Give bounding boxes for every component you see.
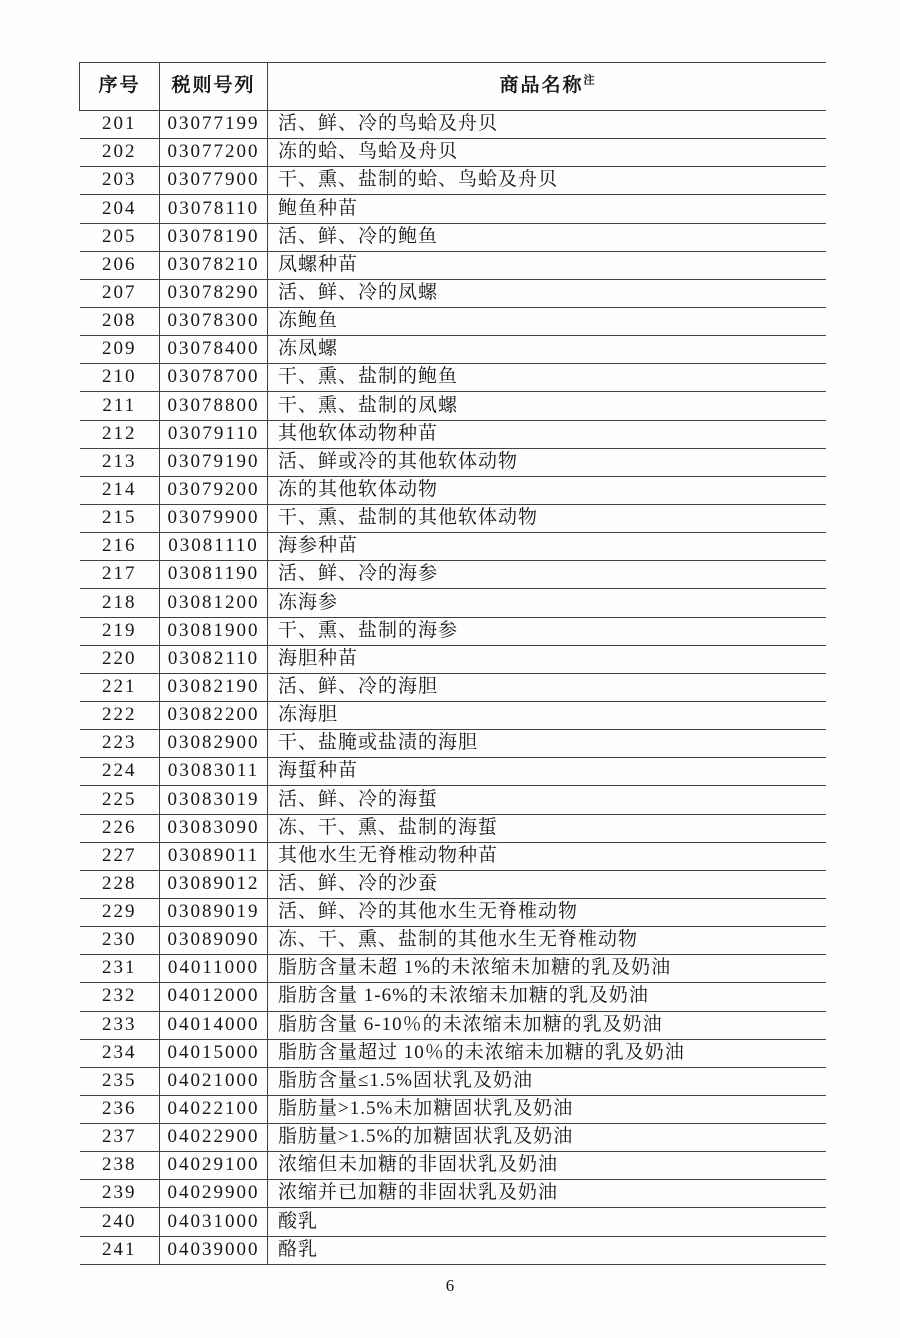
tariff-code-cell: 04031000 <box>160 1208 268 1236</box>
serial-number-cell: 241 <box>80 1236 160 1264</box>
product-name-cell: 浓缩但未加糖的非固状乳及奶油 <box>278 1154 559 1176</box>
serial-number-cell: 213 <box>80 448 160 476</box>
product-name-cell: 活、鲜、冷的沙蚕 <box>278 872 439 894</box>
table-row <box>80 1095 827 1123</box>
serial-number-cell: 225 <box>80 786 160 814</box>
product-name-cell: 浓缩并已加糖的非固状乳及奶油 <box>278 1182 559 1204</box>
product-name-cell: 海参种苗 <box>278 535 359 557</box>
product-name-cell: 活、鲜、冷的其他水生无脊椎动物 <box>278 901 579 923</box>
serial-number-cell: 208 <box>80 307 160 335</box>
tariff-code-cell: 03082200 <box>160 701 268 729</box>
serial-number-cell: 235 <box>80 1067 160 1095</box>
tariff-code-cell: 03078210 <box>160 251 268 279</box>
table-row <box>80 870 827 898</box>
table-row <box>80 983 827 1011</box>
product-name-cell: 酸乳 <box>278 1210 319 1232</box>
tariff-code-cell: 03081190 <box>160 561 268 589</box>
serial-number-cell: 211 <box>80 392 160 420</box>
product-name-cell: 脂肪含量 1-6%的未浓缩未加糖的乳及奶油 <box>278 985 649 1007</box>
tariff-code-cell: 04029900 <box>160 1180 268 1208</box>
tariff-code-cell: 03082190 <box>160 673 268 701</box>
serial-number-cell: 223 <box>80 730 160 758</box>
tariff-code-cell: 03078400 <box>160 336 268 364</box>
table-row <box>80 645 827 673</box>
product-name-cell: 干、熏、盐制的其他软体动物 <box>278 507 539 529</box>
product-name-cell: 脂肪含量超过 10％的未浓缩未加糖的乳及奶油 <box>278 1041 685 1063</box>
tariff-code-cell: 04014000 <box>160 1011 268 1039</box>
table-row <box>80 223 827 251</box>
table-row <box>80 504 827 532</box>
serial-number-cell: 216 <box>80 533 160 561</box>
table-row <box>80 589 827 617</box>
serial-number-cell: 203 <box>80 167 160 195</box>
product-name-cell: 活、鲜、冷的海参 <box>278 563 439 585</box>
serial-number-cell: 202 <box>80 139 160 167</box>
serial-number-cell: 217 <box>80 561 160 589</box>
tariff-code-cell: 03078110 <box>160 195 268 223</box>
product-name-cell: 活、鲜或冷的其他软体动物 <box>278 450 519 472</box>
serial-number-cell: 220 <box>80 645 160 673</box>
tariff-table <box>79 62 826 1265</box>
table-row <box>80 364 827 392</box>
table-row <box>80 758 827 786</box>
product-name-cell: 活、鲜、冷的鲍鱼 <box>278 225 439 247</box>
serial-number-cell: 219 <box>80 617 160 645</box>
table-row <box>80 701 827 729</box>
product-name-cell: 凤螺种苗 <box>278 253 359 275</box>
product-name-cell: 酪乳 <box>278 1238 319 1260</box>
product-name-cell: 脂肪量>1.5%的加糖固状乳及奶油 <box>278 1126 574 1148</box>
tariff-code-cell: 03077200 <box>160 139 268 167</box>
table-row <box>80 786 827 814</box>
table-row <box>80 533 827 561</box>
serial-number-cell: 237 <box>80 1124 160 1152</box>
tariff-code-cell: 03089019 <box>160 898 268 926</box>
serial-number-cell: 224 <box>80 758 160 786</box>
product-name-cell: 海胆种苗 <box>278 647 359 669</box>
table-row <box>80 476 827 504</box>
product-name-cell: 活、鲜、冷的海胆 <box>278 675 439 697</box>
table-row <box>80 927 827 955</box>
serial-number-cell: 221 <box>80 673 160 701</box>
tariff-code-cell: 03078290 <box>160 279 268 307</box>
table-row <box>80 279 827 307</box>
product-name-cell: 冻凤螺 <box>278 338 339 360</box>
tariff-code-cell: 03077900 <box>160 167 268 195</box>
table-row <box>80 814 827 842</box>
product-name-cell: 冻、干、熏、盐制的其他水生无脊椎动物 <box>278 929 639 951</box>
product-name-cell: 其他软体动物种苗 <box>278 422 439 444</box>
table-row <box>80 139 827 167</box>
product-name-cell: 冻海胆 <box>278 704 339 726</box>
tariff-code-cell: 03089011 <box>160 842 268 870</box>
serial-number-cell: 229 <box>80 898 160 926</box>
product-name-cell: 鲍鱼种苗 <box>278 197 359 219</box>
tariff-code-cell: 03082110 <box>160 645 268 673</box>
serial-number-cell: 215 <box>80 504 160 532</box>
table-row <box>80 1067 827 1095</box>
table-row <box>80 1152 827 1180</box>
tariff-code-cell: 03077199 <box>160 111 268 139</box>
serial-number-cell: 214 <box>80 476 160 504</box>
footnote-marker: 注 <box>583 74 595 87</box>
serial-number-cell: 239 <box>80 1180 160 1208</box>
table-row <box>80 1208 827 1236</box>
tariff-code-cell: 03089012 <box>160 870 268 898</box>
product-name-cell: 其他水生无脊椎动物种苗 <box>278 844 499 866</box>
tariff-code-cell: 03081200 <box>160 589 268 617</box>
serial-number-cell: 212 <box>80 420 160 448</box>
serial-number-cell: 238 <box>80 1152 160 1180</box>
serial-number-cell: 228 <box>80 870 160 898</box>
tariff-code-cell: 03078800 <box>160 392 268 420</box>
table-row <box>80 561 827 589</box>
tariff-code-cell: 03079900 <box>160 504 268 532</box>
product-name-cell: 冻的其他软体动物 <box>278 478 439 500</box>
product-name-cell: 活、鲜、冷的鸟蛤及舟贝 <box>278 113 499 135</box>
tariff-code-cell: 04029100 <box>160 1152 268 1180</box>
serial-number-cell: 210 <box>80 364 160 392</box>
serial-number-cell: 240 <box>80 1208 160 1236</box>
serial-number-cell: 233 <box>80 1011 160 1039</box>
product-name-cell: 干、熏、盐制的蛤、鸟蛤及舟贝 <box>278 169 559 191</box>
serial-number-cell: 236 <box>80 1095 160 1123</box>
tariff-code-cell: 03079110 <box>160 420 268 448</box>
table-row <box>80 898 827 926</box>
header-product-name <box>268 63 827 111</box>
table-row <box>80 617 827 645</box>
header-tariff-code-label: 税则号列 <box>171 75 256 97</box>
tariff-code-cell: 03078700 <box>160 364 268 392</box>
tariff-code-cell: 03079200 <box>160 476 268 504</box>
serial-number-cell: 204 <box>80 195 160 223</box>
product-name-cell: 干、盐腌或盐渍的海胆 <box>278 732 479 754</box>
table-row <box>80 1011 827 1039</box>
tariff-code-cell: 04022900 <box>160 1124 268 1152</box>
table-row <box>80 307 827 335</box>
tariff-code-cell: 03083019 <box>160 786 268 814</box>
serial-number-cell: 218 <box>80 589 160 617</box>
product-name-cell: 脂肪含量 6-10％的未浓缩未加糖的乳及奶油 <box>278 1013 663 1035</box>
tariff-code-cell: 04015000 <box>160 1039 268 1067</box>
table-row <box>80 448 827 476</box>
tariff-code-cell: 03083011 <box>160 758 268 786</box>
table-row <box>80 730 827 758</box>
serial-number-cell: 207 <box>80 279 160 307</box>
tariff-code-cell: 03078300 <box>160 307 268 335</box>
table-header-row <box>80 63 827 111</box>
tariff-code-cell: 04021000 <box>160 1067 268 1095</box>
product-name-cell: 干、熏、盐制的鲍鱼 <box>278 366 459 388</box>
tariff-code-cell: 04011000 <box>160 955 268 983</box>
header-tariff-code <box>160 63 268 111</box>
serial-number-cell: 232 <box>80 983 160 1011</box>
table-row <box>80 1039 827 1067</box>
serial-number-cell: 230 <box>80 927 160 955</box>
serial-number-cell: 231 <box>80 955 160 983</box>
table-body <box>80 111 827 1265</box>
table-row <box>80 392 827 420</box>
serial-number-cell: 206 <box>80 251 160 279</box>
serial-number-cell: 226 <box>80 814 160 842</box>
product-name-cell: 活、鲜、冷的海蜇 <box>278 788 439 810</box>
product-name-cell: 脂肪量>1.5%未加糖固状乳及奶油 <box>278 1098 574 1120</box>
product-name-cell: 冻海参 <box>278 591 339 613</box>
header-serial-number-label: 序号 <box>98 75 141 97</box>
tariff-code-cell: 04012000 <box>160 983 268 1011</box>
tariff-code-cell: 03081110 <box>160 533 268 561</box>
tariff-code-cell: 03079190 <box>160 448 268 476</box>
product-name-cell: 干、熏、盐制的凤螺 <box>278 394 459 416</box>
tariff-code-cell: 03078190 <box>160 223 268 251</box>
table-row <box>80 167 827 195</box>
product-name-cell: 脂肪含量未超 1%的未浓缩未加糖的乳及奶油 <box>278 957 672 979</box>
tariff-code-cell: 04039000 <box>160 1236 268 1264</box>
tariff-code-cell: 03089090 <box>160 927 268 955</box>
header-product-name-label: 商品名称 <box>499 75 584 97</box>
table-row <box>80 842 827 870</box>
table-row <box>80 673 827 701</box>
tariff-code-cell: 03082900 <box>160 730 268 758</box>
table-row <box>80 1180 827 1208</box>
serial-number-cell: 234 <box>80 1039 160 1067</box>
serial-number-cell: 227 <box>80 842 160 870</box>
product-name-cell: 干、熏、盐制的海参 <box>278 619 459 641</box>
product-name-cell: 冻的蛤、鸟蛤及舟贝 <box>278 141 459 163</box>
tariff-code-cell: 03081900 <box>160 617 268 645</box>
product-name-cell: 冻、干、熏、盐制的海蜇 <box>278 816 499 838</box>
product-name-cell: 冻鲍鱼 <box>278 310 339 332</box>
tariff-code-cell: 03083090 <box>160 814 268 842</box>
product-name-cell: 脂肪含量≤1.5%固状乳及奶油 <box>278 1069 534 1091</box>
table-row <box>80 251 827 279</box>
table-row <box>80 336 827 364</box>
serial-number-cell: 201 <box>80 111 160 139</box>
table-row <box>80 195 827 223</box>
table-row <box>80 1124 827 1152</box>
tariff-code-cell: 04022100 <box>160 1095 268 1123</box>
product-name-cell: 活、鲜、冷的凤螺 <box>278 281 439 303</box>
page-number: 6 <box>445 1276 455 1295</box>
serial-number-cell: 205 <box>80 223 160 251</box>
header-serial-number <box>80 63 160 111</box>
serial-number-cell: 222 <box>80 701 160 729</box>
table-row <box>80 420 827 448</box>
table-row <box>80 955 827 983</box>
table-row <box>80 1236 827 1264</box>
table-row <box>80 111 827 139</box>
serial-number-cell: 209 <box>80 336 160 364</box>
product-name-cell: 海蜇种苗 <box>278 760 359 782</box>
